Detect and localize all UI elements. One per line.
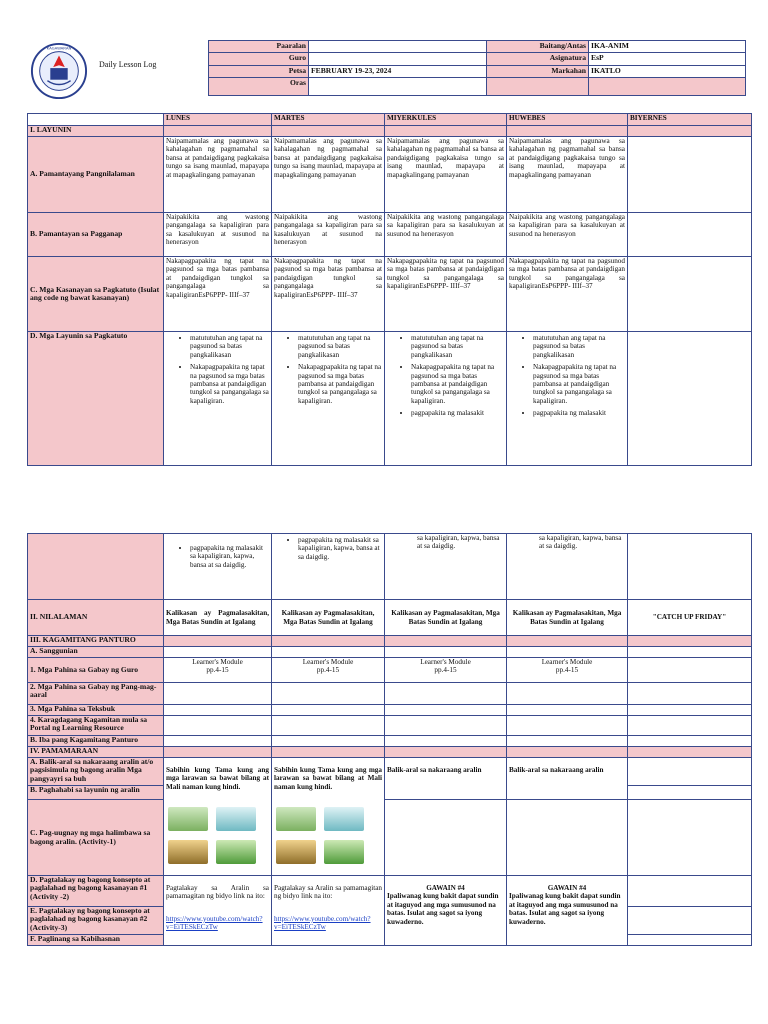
cell-kasanayan-huwebes: Nakapagpapakita ng tapat na pagsunod sa mga batas pambansa at pandaigdigan tungkol sa pangangalaga sa kapaligiranEsP6PPP- IIIf–37 [507,257,628,332]
balik-aral-text: Balik-aral sa nakaraang aralin [509,766,604,774]
deped-seal-icon [30,42,88,100]
cell-pamantayang-miyerkules: Naipamamalas ang pagunawa sa kahalagahan ng pagmamahal sa bansa at pandaigdigang pagkakaisa tungo sa isang maunlad, mapayapa at mapagkalingang pamayanan [385,137,507,213]
markahan-value[interactable]: IKATLO [589,66,746,78]
label-karagdagang-kagamitan: 4. Karagdagang Kagamitan mula sa Portal ng Learning Resource [28,716,164,736]
guro-value[interactable] [309,53,487,66]
layunin-item: • matututuhan ang tapat na pagsunod sa batas pangkalikasan [411,334,504,359]
day-header-lunes: LUNES [164,114,272,126]
gawain-title: GAWAIN #4 [547,884,587,892]
field-picture-icon [324,840,364,864]
layunin-item: • pagpapakita ng malasakit [533,409,625,417]
cell-balik-aral-miyerkules [385,758,507,800]
cell-activity-martes [272,758,385,876]
layunin-item: • Nakapagpapakita ng tapat na pagsunod sa mga batas pambansa at pandaigdigan tungkol sa pangangalaga sa kapaligiran. [411,363,504,405]
house-picture-icon [276,840,316,864]
page-2 [0,530,768,1010]
cell-layunin-martes [272,332,385,466]
layunin-continuation: sa kapaligiran, kapwa, bansa at sa daigdig. [417,534,500,551]
tree-picture-icon [168,807,208,831]
page-1 [0,0,768,490]
label-pamantayan-pagganap: B. Pamantayan sa Pagganap [28,213,164,257]
lm-text: Learner's Module [420,658,471,666]
balik-aral-text: Balik-aral sa nakaraang aralin [387,766,482,774]
lesson-table-page-1 [27,113,752,466]
layunin-item: • pagpapakita ng malasakit sa kapaligiran, kapwa, bansa at sa daigdig. [298,536,382,561]
cell-pamantayang-lunes: Naipamamalas ang pagunawa sa kahalagahan ng pagmamahal sa bansa at pandaigdigang pagkakaisa tungo sa isang maunlad, mapayapa at mapagkalingang pamayanan [164,137,272,213]
day-header-biyernes: BIYERNES [628,114,752,126]
label-layunin-pagkatuto: D. Mga Layunin sa Pagkatuto [28,332,164,466]
baitang-label: Baitang/Antas [487,41,589,53]
lm-text: Learner's Module [541,658,593,666]
cell-pagtalakay-lunes [164,876,272,946]
petsa-label: Petsa [209,66,309,78]
pagtalakay-text: Pagtalakay sa Aralin sa pamamagitan ng bidyo link na ito: [274,884,382,901]
cell-catch-up-friday: "CATCH UP FRIDAY" [628,600,752,636]
label-pag-uugnay: C. Pag-uugnay ng mga halimbawa sa bagong aralin. (Activity-1) [28,800,164,876]
label-paghahabi: B. Paghahabi sa layunin ng aralin [28,786,164,800]
cell-gawain-miyerkules [385,876,507,946]
cell-pamantayang-huwebes: Naipamamalas ang pagunawa sa kahalagahan ng pagmamahal sa bansa at pandaigdigang pagkakaisa tungo sa isang maunlad, mapayapa at mapagkalingang pamayanan [507,137,628,213]
guro-label: Guro [209,53,309,66]
layunin-item: • pagpapakita ng malasakit sa kapaligiran, kapwa, bansa at sa daigdig. [190,544,269,569]
lesson-table-page-2 [27,533,752,946]
day-header-miyerkules: MIYERKULES [385,114,507,126]
lm-pages: pp.4-15 [555,666,579,675]
river-picture-icon [216,807,256,831]
river-picture-icon [324,807,364,831]
baitang-value[interactable]: IKA-ANIM [589,41,746,53]
cell-layunin-cont-martes [272,534,385,600]
oras-value[interactable] [309,78,487,96]
section-pamamaraan: IV. PAMAMARAAN [28,747,164,758]
day-header-huwebes: HUWEBES [507,114,628,126]
petsa-value[interactable]: FEBRUARY 19-23, 2024 [309,66,487,78]
youtube-link[interactable]: https://www.youtube.com/watch?v=EiTESkECzTw [166,914,263,932]
cell-nilalaman-miyerkules: Kalikasan ay Pagmalasakitan, Mga Batas Sundin at Igalang [385,600,507,636]
layunin-item: • pagpapakita ng malasakit [411,409,504,417]
label-teksbuk: 3. Mga Pahina sa Teksbuk [28,705,164,716]
layunin-item: • matututuhan ang tapat na pagsunod sa batas pangkalikasan [533,334,625,359]
section-layunin: I. LAYUNIN [28,126,164,137]
paaralan-label: Paaralan [209,41,309,53]
label-kasanayan: C. Mga Kasanayan sa Pagkatuto (Isulat ang code ng bawat kasanayan) [28,257,164,332]
gawain-instruction: Ipaliwanag kung bakit dapat sundin at itaguyod ang mga sumusunod na batas. Isulat ang sagot sa iyong kuwaderno. [509,892,621,926]
cell-lm-lunes [164,658,272,683]
section-kagamitan: III. KAGAMITANG PANTURO [28,636,164,647]
cell-lm-miyerkules [385,658,507,683]
layunin-item: • Nakapagpapakita ng tapat na pagsunod sa mga batas pambansa at pandaigdigan tungkol sa pangangalaga sa kapaligiran. [533,363,625,405]
label-gabay-mag-aaral: 2. Mga Pahina sa Gabay ng Pang-mag-aaral [28,683,164,705]
cell-kasanayan-martes: Nakapagpapakita ng tapat na pagsunod sa mga batas pambansa at pandaigdigan tungkol sa pangangalaga sa kapaligiranEsP6PPP- IIIf–37 [272,257,385,332]
label-pagtalakay-2: E. Pagtalakay ng bagong konsepto at paglalahad ng bagong kasanayan #2 (Activity-3) [28,907,164,935]
gawain-instruction: Ipaliwanag kung bakit dapat sundin at itaguyod ang mga sumusunod na batas. Isulat ang sagot sa iyong kuwaderno. [387,892,499,926]
layunin-continuation: sa kapaligiran, kapwa, bansa at sa daigdig. [539,534,622,551]
label-pamantayang-pangnilalaman: A. Pamantayang Pangnilalaman [28,137,164,213]
cell-kasanayan-lunes: Nakapagpapakita ng tapat na pagsunod sa mga batas pambansa at pandaigdigan tungkol sa pangangalaga sa kapaligiranEsP6PPP- IIIf–37 [164,257,272,332]
paaralan-value[interactable] [309,41,487,53]
document-title: Daily Lesson Log [99,60,157,69]
cell-pagtalakay-martes [272,876,385,946]
cell-pagganap-miyerkules: Naipakikita ang wastong pangangalaga sa kapaligiran para sa kasalukuyan at susunod na henerasyon [385,213,507,257]
cell-lm-martes [272,658,385,683]
section-nilalaman: II. NILALAMAN [28,600,164,636]
day-header-martes: MARTES [272,114,385,126]
cell-layunin-cont-miyerkules [385,534,507,600]
lm-pages: pp.4-15 [206,666,229,675]
layunin-item: • Nakapagpapakita ng tapat na pagsunod sa mga batas pambansa at pandaigdigan tungkol sa pangangalaga sa kapaligiran. [298,363,382,405]
house-picture-icon [168,840,208,864]
oras-label: Oras [209,78,309,96]
cell-activity-lunes [164,758,272,876]
label-sanggunian: A. Sanggunian [28,647,164,658]
svg-text:KAGAWARAN: KAGAWARAN [46,45,72,51]
lm-text: Learner's Module [192,658,243,666]
layunin-item: • matututuhan ang tapat na pagsunod sa batas pangkalikasan [298,334,382,359]
sabihin-instruction: Sabihin kung Tama kung ang mga larawan sa bawat bilang at Mali naman kung hindi. [274,766,382,791]
cell-layunin-huwebes [507,332,628,466]
header-table [208,40,746,96]
cell-layunin-cont-lunes [164,534,272,600]
layunin-item: • Nakapagpapakita ng tapat na pagsunod sa mga batas pambansa at pandaigdigan tungkol sa pangangalaga sa kapaligiran. [190,363,269,405]
cell-layunin-cont-huwebes [507,534,628,600]
cell-nilalaman-lunes: Kalikasan ay Pagmalasakitan, Mga Batas Sundin at Igalang [164,600,272,636]
cell-kasanayan-miyerkules: Nakapagpapakita ng tapat na pagsunod sa mga batas pambansa at pandaigdigan tungkol sa pangangalaga sa kapaligiranEsP6PPP- IIIf–37 [385,257,507,332]
tree-picture-icon [276,807,316,831]
layunin-item: • matututuhan ang tapat na pagsunod sa batas pangkalikasan [190,334,269,359]
youtube-link[interactable]: https://www.youtube.com/watch?v=EiTESkECzTw [274,914,371,932]
label-balik-aral: A. Balik-aral sa nakaraang aralin at/o pagsisimula ng bagong aralin Mga pangyayri sa buh [28,758,164,786]
cell-balik-aral-huwebes [507,758,628,800]
cell-layunin-lunes [164,332,272,466]
cell-nilalaman-martes: Kalikasan ay Pagmalasakitan, Mga Batas Sundin at Igalang [272,600,385,636]
cell-lm-huwebes [507,658,628,683]
pagtalakay-text: Pagtalakay sa Aralin sa pamamagitan ng bidyo link na ito: [166,884,269,901]
gawain-title: GAWAIN #4 [426,884,465,892]
lm-pages: pp.4-15 [434,666,457,675]
label-iba-pang-kagamitan: B. Iba pang Kagamitang Panturo [28,736,164,747]
cell-gawain-huwebes [507,876,628,946]
cell-pagganap-huwebes: Naipakikita ang wastong pangangalaga sa kapaligiran para sa kasalukuyan at susunod na henerasyon [507,213,628,257]
cell-layunin-miyerkules [385,332,507,466]
cell-nilalaman-huwebes: Kalikasan ay Pagmalasakitan, Mga Batas Sundin at Igalang [507,600,628,636]
label-paglinang: F. Paglinang sa Kabihasnan [28,935,164,946]
sabihin-instruction: Sabihin kung Tama kung ang mga larawan sa bawat bilang at Mali naman kung hindi. [166,766,269,791]
field-picture-icon [216,840,256,864]
markahan-label: Markahan [487,66,589,78]
lm-text: Learner's Module [302,658,354,666]
cell-pagganap-lunes: Naipakikita ang wastong pangangalaga sa kapaligiran para sa kasalukuyan at susunod na henerasyon [164,213,272,257]
activity-pictures [166,805,269,870]
lm-pages: pp.4-15 [316,666,340,675]
asignatura-value[interactable]: EsP [589,53,746,66]
cell-pamantayang-martes: Naipamamalas ang pagunawa sa kahalagahan ng pagmamahal sa bansa at pandaigdigang pagkakaisa tungo sa isang maunlad, mapayapa at mapagkalingang pamayanan [272,137,385,213]
label-pagtalakay-1: D. Pagtalakay ng bagong konsepto at paglalahad ng bagong kasanayan #1 (Activity -2) [28,876,164,907]
activity-pictures [274,805,382,870]
label-gabay-guro: 1. Mga Pahina sa Gabay ng Guro [28,658,164,683]
cell-pagganap-martes: Naipakikita ang wastong pangangalaga sa kapaligiran para sa kasalukuyan at susunod na henerasyon [272,213,385,257]
asignatura-label: Asignatura [487,53,589,66]
